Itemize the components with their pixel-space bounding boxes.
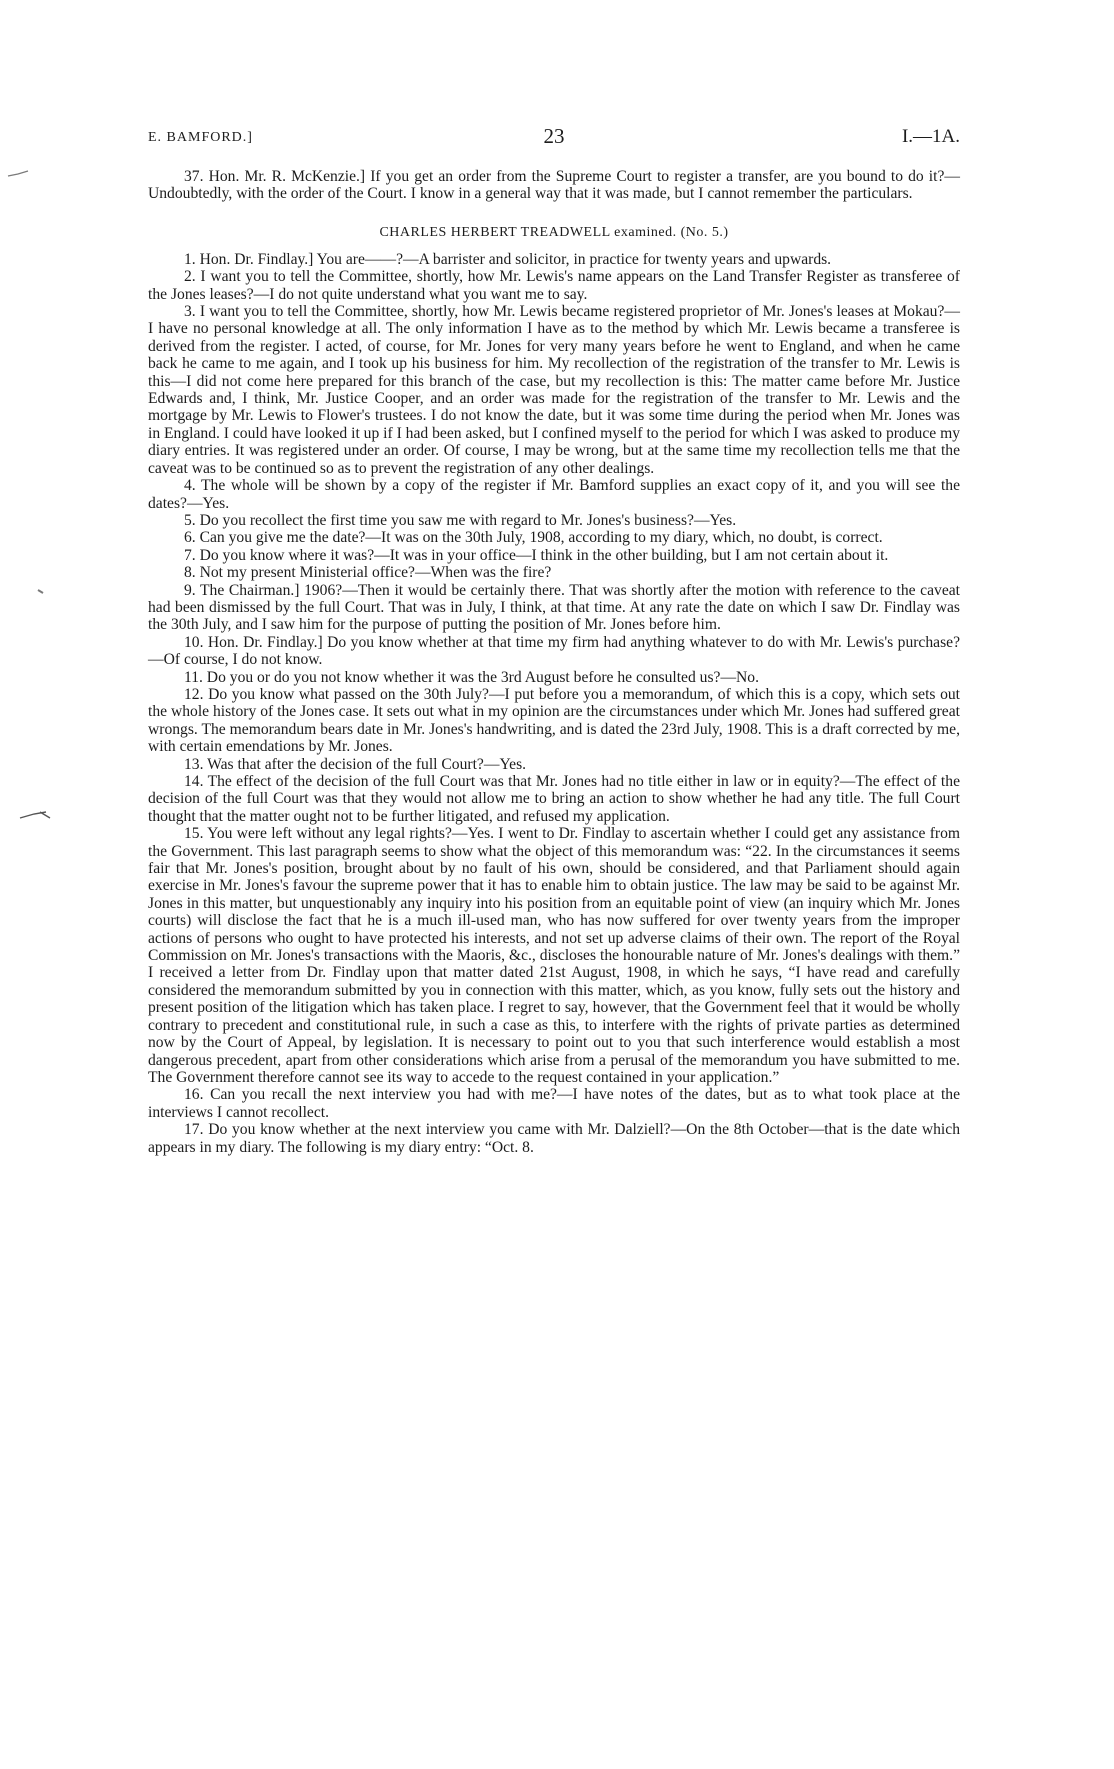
- question-8: 8. Not my present Ministerial office?—When was the fire?: [184, 564, 552, 582]
- question-5: 5. Do you recollect the first time you saw me with regard to Mr. Jones's business?—Yes.: [184, 511, 737, 529]
- question-17: 17. Do you know whether at the next interview you came with Mr. Dalziell?—On the 8th October—that is the date which appears in my diary. The following is my diary entry: “Oct. 8.: [148, 1121, 960, 1156]
- section-title: CHARLES HERBERT TREADWELL examined. (No. 5.): [379, 224, 729, 240]
- question-6: 6. Can you give me the date?—It was on the 30th July, 1908, according to my diary, which, no doubt, is correct.: [184, 529, 883, 547]
- question-3: 3. I want you to tell the Committee, shortly, how Mr. Lewis became registered proprietor of Mr. Jones's leases at Mokau?—I have no personal knowledge at all. The only information I have as to the method by which Mr. Lewis became a transferee is derived from the register. I acted, of course, for Mr. Jones for very many years before he went to England, and when he came back he came to me again, and I took up his business for him. My recollection of the registration of the transfer to Mr. Lewis is this—I did not come here prepared for this branch of the case, but my recollection is this: The matter came before Mr. Justice Edwards and, I think, Mr. Justice Cooper, and an order was made for the registration of the transfer to Mr. Lewis and the mortgage by Mr. Lewis to Flower's trustees. I do not know the date, but it was some time during the period when Mr. Jones was in England. I could have looked it up if I had been asked, but I confined myself to the period for which I was asked to produce my diary entries. It was registered under an order. Of course, I may be wrong, but at the same time my recollection tells me that the caveat was to be continued so as to prevent the registration of any other dealings.: [148, 303, 960, 477]
- document-page: [148, 120, 960, 1156]
- question-10: 10. Hon. Dr. Findlay.] Do you know whether at that time my firm had anything whatever to do with Mr. Lewis's purchase?—Of course, I do not know.: [148, 633, 960, 669]
- question-16: 16. Can you recall the next interview you had with me?—I have notes of the dates, but as to what took place at the interviews I cannot recollect.: [148, 1086, 960, 1121]
- question-9: 9. The Chairman.] 1906?—Then it would be certainly there. That was shortly after the motion with reference to the caveat had been dismissed by the full Court. That was in July, I think, at that time. At any rate the date on which I saw Dr. Findlay was the 30th July, and I saw him for the purpose of putting the position of Mr. Jones before him.: [148, 581, 960, 634]
- question-14: 14. The effect of the decision of the full Court was that Mr. Jones had no title either in law or in equity?—The effect of the decision of the full Court was that they would not allow me to bring an action to show whether he had any title. The full Court thought that the matter ought not to be further litigated, and refused my application.: [148, 773, 960, 825]
- question-13: 13. Was that after the decision of the full Court?—Yes.: [184, 755, 527, 773]
- margin-mark-middle: [38, 590, 43, 593]
- question-4: 4. The whole will be shown by a copy of the register if Mr. Bamford supplies an exact copy of it, and you will see the dates?—Yes.: [148, 477, 960, 512]
- header-witness-name: E. BAMFORD.]: [148, 130, 253, 145]
- header-paper-reference: I.—1A.: [901, 126, 960, 147]
- margin-mark-lower: [20, 812, 50, 818]
- question-12: 12. Do you know what passed on the 30th July?—I put before you a memorandum, of which this is a copy, which sets out the whole history of the Jones case. It sets out what in my opinion are the circumstances under which Mr. Jones had suffered great wrongs. The memorandum bears date in Mr. Jones's handwriting, and is dated the 23rd July, 1908. This is a draft corrected by me, with certain emendations by Mr. Jones.: [148, 685, 960, 756]
- page-header: [148, 120, 960, 160]
- question-15: 15. You were left without any legal rights?—Yes. I went to Dr. Findlay to ascertain whether I could get any assistance from the Government. This last paragraph seems to show what the object of this memorandum was: “22. In the circumstances it seems fair that Mr. Jones's position, brought about by no fault of his own, should be considered, and that Parliament should again exercise in Mr. Jones's favour the supreme power that it has to enable him to obtain justice. The law may be said to be against Mr. Jones in this matter, but unquestionably any inquiry into his position from an equitable point of view (an inquiry which Mr. Jones courts) will disclose the fact that he is a much ill-used man, who has now suffered for over twenty years from the improper actions of persons who ought to have protected his interests, and not set up adverse claims of their own. The report of the Royal Commission on Mr. Jones's transactions with the Maoris, &c., discloses the honourable nature of Mr. Jones's dealings with them.” I received a letter from Dr. Findlay upon that matter dated 21st August, 1908, in which he says, “I have read and carefully considered the memorandum submitted by you in connection with this matter, which, as you know, fully sets out the history and present position of the litigation which has taken place. I regret to say, however, that the Government feel that it would be wholly contrary to precedent and constitutional rule, in such a case as this, to interfere with the rights of private parties as determined now by the Court of Appeal, by legislation. It is necessary to point out to you that such interference would establish a most dangerous precedent, apart from other considerations which arise from a perusal of the memorandum you have submitted to me. The Government therefore cannot see its way to accede to the request contained in your application.”: [148, 825, 960, 1086]
- paragraph-37: 37. Hon. Mr. R. McKenzie.] If you get an order from the Supreme Court to register a transfer, are you bound to do it?—Undoubtedly, with the order of the Court. I know in a general way that it was made, but I cannot remember the particulars.: [148, 168, 960, 203]
- question-11: 11. Do you or do you not know whether it was the 3rd August before he consulted us?—No.: [184, 668, 759, 686]
- margin-mark-top: [8, 171, 28, 176]
- question-2: 2. I want you to tell the Committee, shortly, how Mr. Lewis's name appears on the Land Transfer Register as transferee of the Jones leases?—I do not quite understand what you want me to say.: [148, 268, 960, 303]
- question-7: 7. Do you know where it was?—It was in your office—I think in the other building, but I am not certain about it.: [184, 546, 889, 564]
- question-1: 1. Hon. Dr. Findlay.] You are——?—A barrister and solicitor, in practice for twenty years and upwards.: [184, 250, 832, 268]
- page-number: 23: [543, 124, 565, 148]
